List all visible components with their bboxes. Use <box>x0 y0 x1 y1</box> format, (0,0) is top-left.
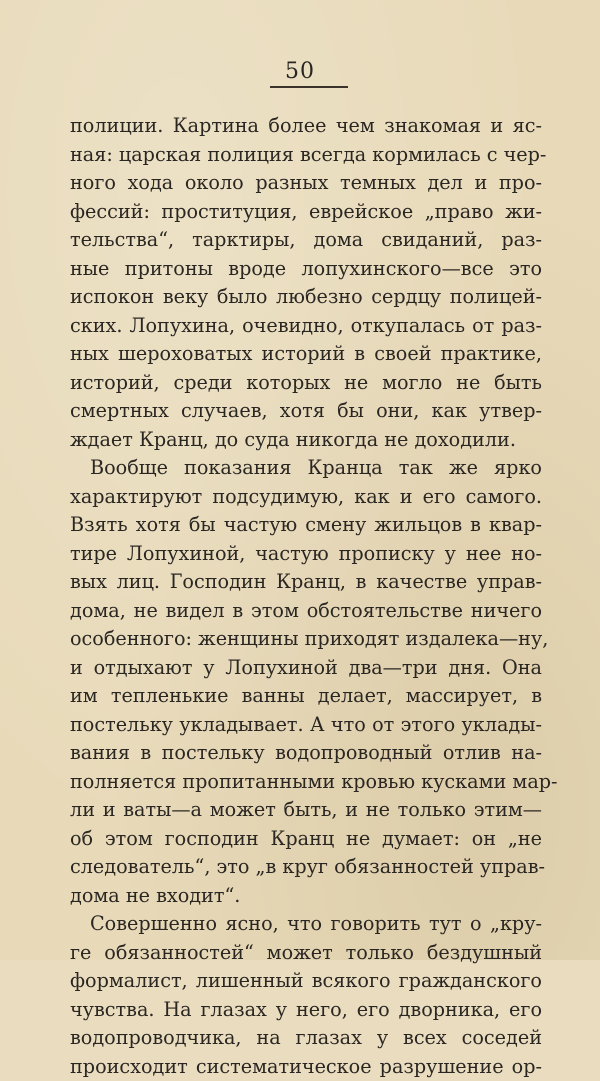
text-line: ных шероховатых историй в своей практике, <box>70 340 542 369</box>
text-line: Совершенно ясно, что говорить тут о „кру- <box>70 910 542 939</box>
text-line: характируют подсудимую, как и его самого. <box>70 483 542 512</box>
text-line: историй, среди которых не могло не быть <box>70 369 542 398</box>
text-line: чувства. На глазах у него, его дворника, его <box>70 996 542 1025</box>
page-number-rule <box>270 86 348 88</box>
text-line: ге обязанностей“ может только бездушный <box>70 939 542 968</box>
text-line: ждает Кранц, до суда никогда не доходили. <box>70 426 542 455</box>
text-line: ные притоны вроде лопухинского—все это <box>70 255 542 284</box>
text-line: тире Лопухиной, частую прописку у нее но- <box>70 540 542 569</box>
text-line: постельку укладывает. А что от этого уклады- <box>70 711 542 740</box>
text-line: дома не входит“. <box>70 882 542 911</box>
page-number: 50 <box>285 58 315 86</box>
text-line: испокон веку было любезно сердцу полицей- <box>70 283 542 312</box>
text-line: об этом господин Кранц не думает: он „не <box>70 825 542 854</box>
text-line: следователь“, это „в круг обязанностей управ- <box>70 853 542 882</box>
text-line: ная: царская полиция всегда кормилась с чер- <box>70 141 542 170</box>
text-line: особенного: женщины приходят издалека—ну, <box>70 625 542 654</box>
text-line: Взять хотя бы частую смену жильцов в квар- <box>70 511 542 540</box>
text-line: им тепленькие ванны делает, массирует, в <box>70 682 542 711</box>
text-line: тельства“, тарктиры, дома свиданий, раз- <box>70 226 542 255</box>
text-line: ного хода около разных темных дел и про- <box>70 169 542 198</box>
text-line: ли и ваты—а может быть, и не только этим— <box>70 796 542 825</box>
text-line: водопроводчика, на глазах у всех соседей <box>70 1024 542 1053</box>
text-line: вых лиц. Господин Кранц, в качестве управ- <box>70 568 542 597</box>
text-line: Вообще показания Кранца так же ярко <box>70 454 542 483</box>
text-line: ских. Лопухина, очевидно, откупалась от раз- <box>70 312 542 341</box>
text-line: полняется пропитанными кровью кусками мар- <box>70 768 542 797</box>
page-number-container <box>0 58 600 86</box>
text-line: происходит систематическое разрушение ор- <box>70 1053 542 1081</box>
text-line: смертных случаев, хотя бы они, как утвер- <box>70 397 542 426</box>
text-line: вания в постельку водопроводный отлив на- <box>70 739 542 768</box>
text-line: дома, не видел в этом обстоятельстве ничего <box>70 597 542 626</box>
text-line: полиции. Картина более чем знакомая и яс- <box>70 112 542 141</box>
text-line: формалист, лишенный всякого гражданского <box>70 967 542 996</box>
text-line: фессий: проституция, еврейское „право жи- <box>70 198 542 227</box>
body-text <box>70 112 542 1081</box>
text-line: и отдыхают у Лопухиной два—три дня. Она <box>70 654 542 683</box>
